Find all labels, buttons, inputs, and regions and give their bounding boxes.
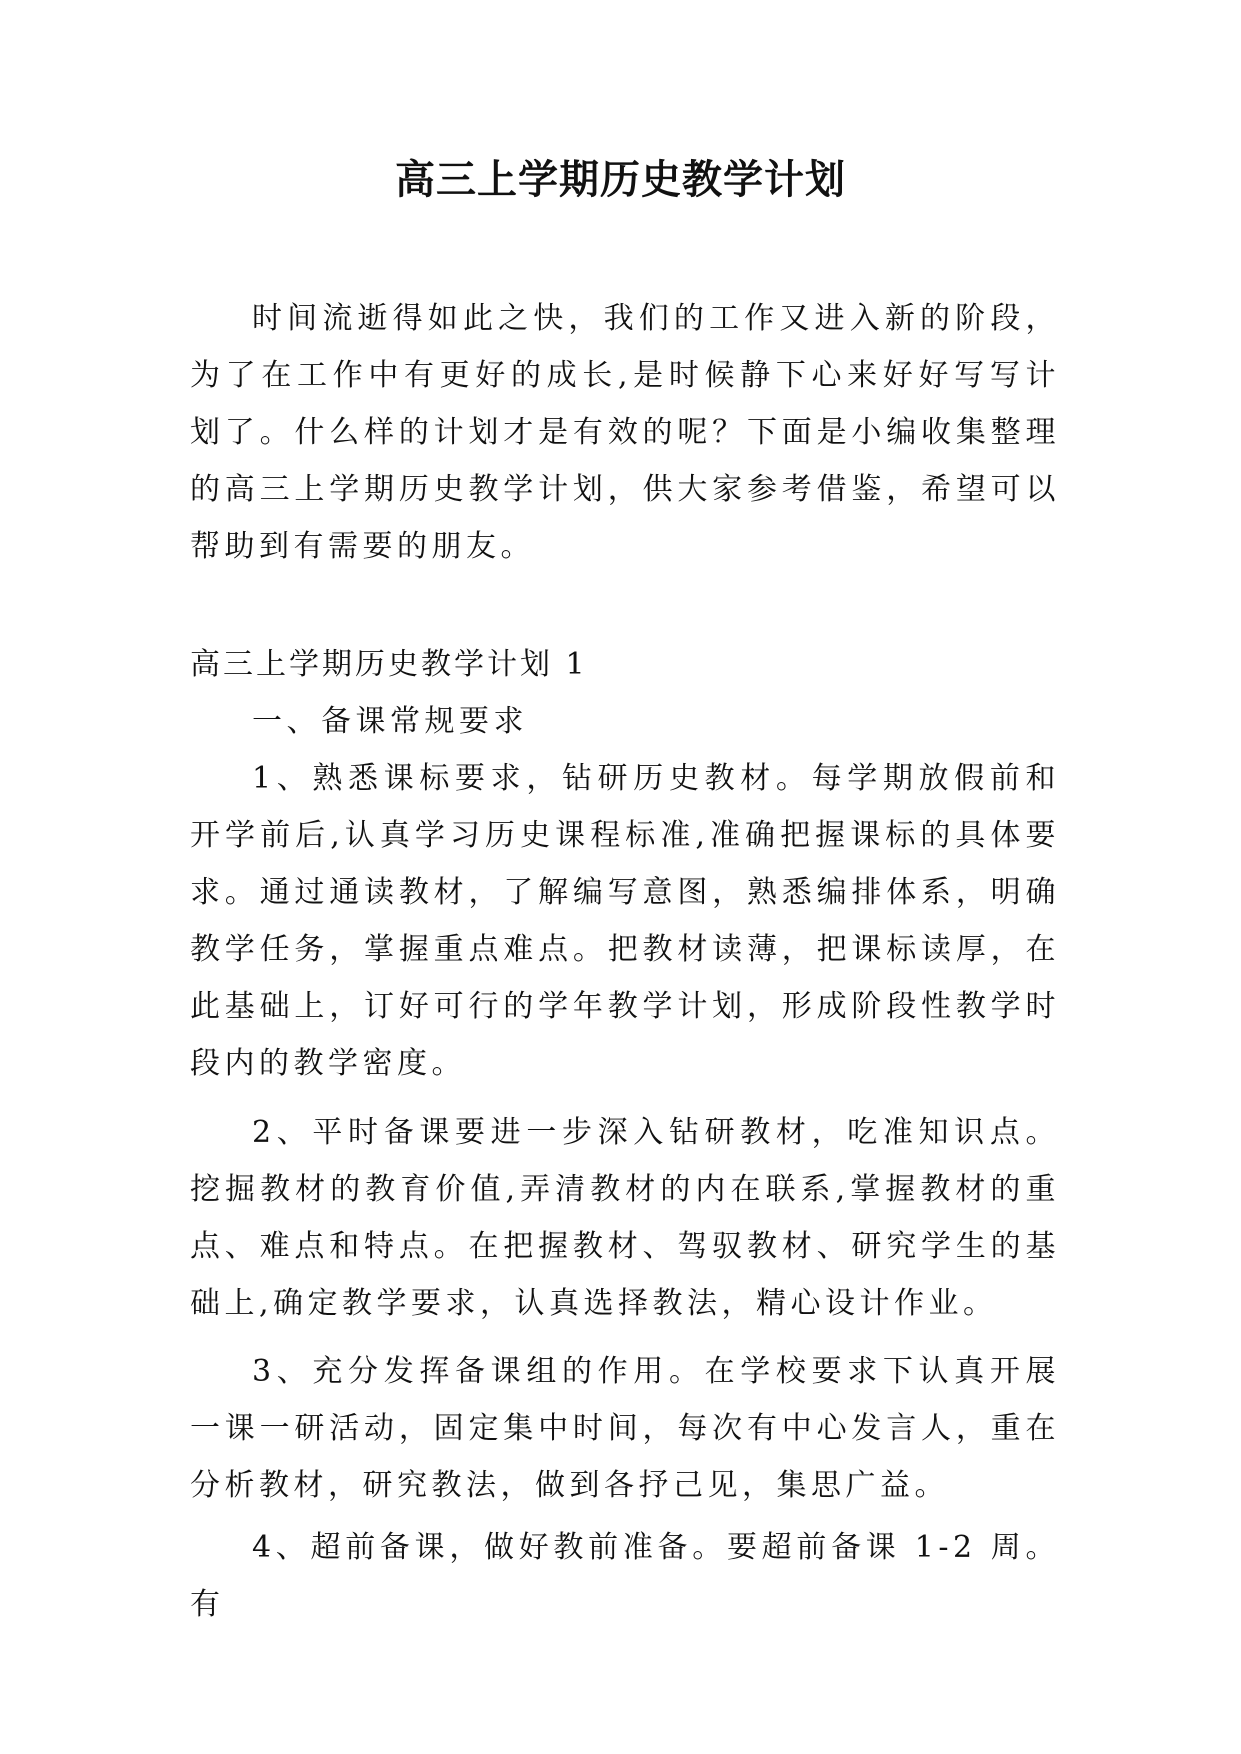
body-paragraph: 2、平时备课要进一步深入钻研教材，吃准知识点。挖掘教材的教育价值,弄清教材的内在联系,掌握教材的重点、难点和特点。在把握教材、驾驭教材、研究学生的基础上,确定教学要求，认真选择教法，精心设计作业。 [190,1115,1060,1321]
body-paragraph: 1、熟悉课标要求，钻研历史教材。每学期放假前和开学前后,认真学习历史课程标准,准确把握课标的具体要求。通过通读教材，了解编写意图，熟悉编排体系，明确教学任务，掌握重点难点。把教材读薄，把课标读厚，在此基础上，订好可行的学年教学计划，形成阶段性教学时段内的教学密度。 [190,761,1060,1081]
body-paragraph: 3、充分发挥备课组的作用。在学校要求下认真开展一课一研活动，固定集中时间，每次有中心发言人，重在分析教材，研究教法，做到各抒己见，集思广益。 [190,1354,1060,1503]
body-paragraph: 4、超前备课，做好教前准备。要超前备课 1-2 周。有 [190,1530,1060,1622]
section-heading: 高三上学期历史教学计划 1 [190,647,588,682]
subheading: 一、备课常规要求 [252,704,528,739]
intro-paragraph: 时间流逝得如此之快，我们的工作又进入新的阶段，为了在工作中有更好的成长,是时候静下心来好好写写计划了。什么样的计划才是有效的呢？下面是小编收集整理的高三上学期历史教学计划，供大家参考借鉴，希望可以帮助到有需要的朋友。 [190,301,1060,564]
document-title: 高三上学期历史教学计划 [395,156,846,203]
